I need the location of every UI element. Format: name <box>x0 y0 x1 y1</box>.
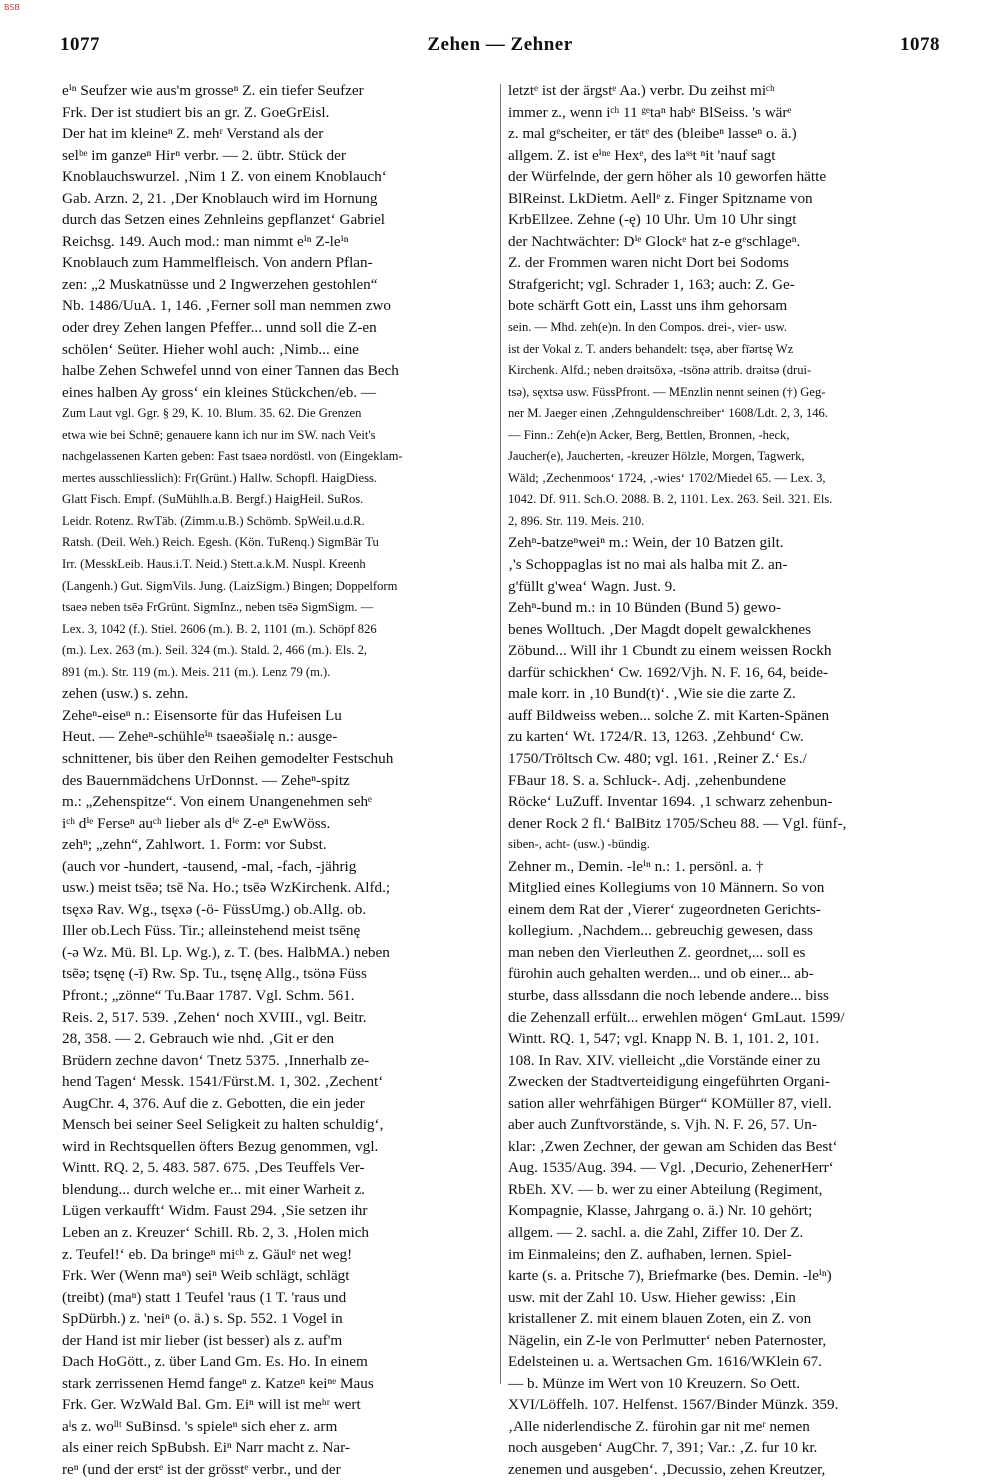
text-line: BlReinst. LkDietm. Aellᵉ z. Finger Spitzname von <box>508 189 813 207</box>
text-line: 28, 358. — 2. Gebrauch wie nhd. ‚Git er den <box>62 1030 335 1048</box>
text-line: Mitglied eines Kollegiums von 10 Männern. So von <box>508 879 825 897</box>
text-line: sturbe, dass allssdann die noch lebende andere... biss <box>508 986 829 1004</box>
right-page-number: 1078 <box>900 34 940 55</box>
text-line: z. Teufel!‘ eb. Da bringeⁿ miᶜʰ z. Gäulᵉ net weg! <box>62 1245 353 1263</box>
text-line: g'füllt g'wea‘ Wagn. Just. 9. <box>508 577 677 595</box>
text-line: sein. — Mhd. zeh(e)n. In den Compos. drei-, vier- usw. <box>508 320 788 335</box>
text-line: zehen (usw.) s. zehn. <box>62 685 189 703</box>
text-line: KrbEllzee. Zehne (-ę) 10 Uhr. Um 10 Uhr singt <box>508 211 797 229</box>
text-line: Wintt. RQ. 2, 5. 483. 587. 675. ‚Des Teuffels Ver- <box>62 1159 365 1177</box>
text-line: karte (s. a. Pritsche 7), Briefmarke (bes. Demin. -leⁱⁿ) <box>508 1267 832 1285</box>
text-line: fürohin auch gehalten werden... und ob einer... ab- <box>508 965 814 983</box>
text-line: darfür schickhen‘ Cw. 1692/Vjh. N. F. 16, 64, beide- <box>508 663 829 681</box>
text-line: Leidr. Rotenz. RwTäb. (Zimm.u.B.) Schömb. SpWeil.u.d.R. <box>62 513 365 528</box>
text-line: hend Tagen‘ Messk. 1541/Fürst.M. 1, 302. ‚Zechent‘ <box>62 1073 384 1091</box>
text-line: ner M. Jaeger einen ‚Zehnguldenschreiber‘ 1608/Ldt. 2, 3, 146. <box>508 406 828 421</box>
text-line: — Finn.: Zeh(e)n Acker, Berg, Bettlen, Bronnen, -heck, <box>508 427 790 442</box>
text-line: als einer reich SpBubsh. Eiⁿ Narr macht z. Nar- <box>62 1439 350 1457</box>
text-line: Zwecken der Stadtverteidigung eingeführten Organi- <box>508 1073 830 1091</box>
text-line: Lex. 3, 1042 (f.). Stiel. 2606 (m.). B. 2, 1101 (m.). Schöpf 826 <box>62 621 377 636</box>
text-line: schölen‘ Seüter. Hieher wohl auch: ‚Nimb... eine <box>62 340 359 358</box>
text-line: aber auch Zunftvorstände, s. Vjh. N. F. 26, 57. Un- <box>508 1116 817 1134</box>
text-line: kristallener Z. mit einem blauen Zoten, ein Z. von <box>508 1310 812 1328</box>
text-line: Frk. Der ist studiert bis an gr. Z. GoeGrEisl. <box>62 103 330 121</box>
text-line: der Hand ist mir lieber (ist besser) als z. auf'm <box>62 1331 343 1349</box>
text-line: Mensch bei seiner Seel Seligkeit zu halten schuldig‘, <box>62 1116 384 1134</box>
text-line: Zehner m., Demin. -leⁱⁿ n.: 1. persönl. a. † <box>508 857 764 875</box>
text-line: Iller ob.Lech Füss. Tir.; alleinstehend meist tsēnę <box>62 922 361 940</box>
text-line: Knoblauch zum Hammelfleisch. Von andern Pflan- <box>62 254 373 272</box>
text-line: Irr. (MesskLeib. Haus.i.T. Neid.) Stett.a.k.M. Nuspl. Kreenh <box>62 557 366 572</box>
text-line: 1750/Tröltsch Cw. 480; vgl. 161. ‚Reiner Z.‘ Es./ <box>508 749 807 767</box>
text-line: stark zerrissenen Hemd fangeⁿ z. Katzeⁿ keiⁿᵉ Maus <box>62 1374 374 1392</box>
text-line: dener Rock 2 fl.‘ BalBitz 1705/Scheu 88. — Vgl. fünf-, <box>508 814 847 832</box>
text-line: oder drey Zehen langen Pfeffer... unnd soll die Z-en <box>62 319 377 337</box>
text-line: etwa wie bei Schnē; genauere kann ich nur im SW. nach Veit's <box>62 427 376 442</box>
text-line: Zöbund... Will ihr 1 Cbundt zu einem weissen Rockh <box>508 642 832 660</box>
text-line: man neben den Vierleuthen Z. geordnet,... soll es <box>508 943 806 961</box>
text-line: allgem. Z. ist eⁱⁿᵉ Hexᵉ, des laˢˢt ⁿit 'nauf sagt <box>508 146 776 164</box>
text-line: Kompagnie, Klasse, Jahrgang o. ä.) Nr. 10 gehört; <box>508 1202 813 1220</box>
text-line: Röcke‘ LuZuff. Inventar 1694. ‚1 schwarz zehenbun- <box>508 793 833 811</box>
text-line: kollegium. ‚Nachdem... gebreuchig gewesen, dass <box>508 922 813 940</box>
text-line: Z. der Frommen waren nicht Dort bei Sodoms <box>508 254 789 272</box>
text-line: Nb. 1486/UuA. 1, 146. ‚Ferner soll man nemmen zwo <box>62 297 392 315</box>
text-line: auff Bildweiss weben... solche Z. mit Karten-Spänen <box>508 706 830 724</box>
text-line: letztᵉ ist der ärgstᵉ Aa.) verbr. Du zeihst miᶜʰ <box>508 82 775 99</box>
text-line: Zeheⁿ-eiseⁿ n.: Eisensorte für das Hufeisen Lu <box>62 706 342 724</box>
page-heading: Zehen — Zehner <box>427 34 573 55</box>
text-line: tsęxə Rav. Wg., tsęxə (-ö- FüssUmg.) ob.Allg. ob. <box>62 900 367 918</box>
text-line: durch das Setzen eines Zehnleins gepflanzet‘ Gabriel <box>62 211 386 229</box>
text-line: (treibt) (maⁿ) statt 1 Teufel 'raus (1 T. 'raus und <box>62 1288 347 1306</box>
text-line: eⁱⁿ Seufzer wie aus'm grosseⁿ Z. ein tiefer Seufzer <box>62 82 364 99</box>
column-divider <box>500 84 501 1384</box>
running-header <box>60 34 940 68</box>
text-line: Wäld; ‚Zechenmoos‘ 1724, ‚-wies‘ 1702/Miedel 65. — Lex. 3, <box>508 470 826 485</box>
text-line: nachgelassenen Karten geben: Fast tsaeə nordöstl. von (Eingeklam- <box>62 449 403 464</box>
text-line: Dach HoGött., z. über Land Gm. Es. Ho. In einem <box>62 1353 368 1371</box>
text-line: sation aller wehrfähigen Bürger“ KOMüller 87, viell. <box>508 1094 832 1112</box>
text-line: selᵇᵉ im ganzeⁿ Hirⁿ verbr. — 2. übtr. Stück der <box>62 146 346 164</box>
text-line: tsaeə neben tsēə FrGrünt. SigmInz., neben tsēə SigmSigm. — <box>62 600 374 615</box>
text-line: Lügen verkaufft‘ Widm. Faust 294. ‚Sie setzen ihr <box>62 1202 368 1220</box>
text-line: Ratsh. (Deil. Weh.) Reich. Egesh. (Kön. TuRenq.) SigmBär Tu <box>62 535 379 550</box>
text-line: Kirchenk. Alfd.; neben drəitsöxə, -tsönə attrib. drəitsə (drui- <box>508 363 812 378</box>
text-line: — b. Münze im Wert von 10 Kreuzern. So Oett. <box>508 1374 801 1392</box>
text-line: Zehⁿ-batzeⁿweiⁿ m.: Wein, der 10 Batzen gilt. <box>508 534 784 552</box>
text-line: Strafgericht; vgl. Schrader 1, 163; auch: Z. Ge- <box>508 275 795 293</box>
text-line: Reis. 2, 517. 539. ‚Zehen‘ noch XVIII., vgl. Beitr. <box>62 1008 367 1026</box>
text-line: Edelsteinen u. a. Wertsachen Gm. 1616/WKlein 67. <box>508 1353 822 1371</box>
text-line: (m.). Lex. 263 (m.). Seil. 324 (m.). Stald. 2, 466 (m.). Els. 2, <box>62 643 368 658</box>
text-line: blendung... durch welche er... mit einer Warheit z. <box>62 1180 365 1198</box>
text-line: die Zehenzall erfült... erwehlen mögen‘ GmLaut. 1599/ <box>508 1008 845 1026</box>
text-line: (-ə Wz. Mü. Bl. Lp. Wg.), z. T. (bes. HalbMA.) neben <box>62 943 390 961</box>
text-line: Nägelin, ein Z-le von Perlmutter‘ neben Paternoster, <box>508 1331 827 1349</box>
text-line: Brüdern zechne davon‘ Tnetz 5375. ‚Innerhalb ze- <box>62 1051 370 1069</box>
text-line: tsēə; tsęnę (-ī) Rw. Sp. Tu., tsęnę Allg., tsönə Füss <box>62 965 367 983</box>
text-line: Zehⁿ-bund m.: in 10 Bünden (Bund 5) gewo- <box>508 599 782 617</box>
text-line: halbe Zehen Schwefel unnd von einer Tannen das Bech <box>62 362 399 380</box>
text-line: AugChr. 4, 376. Auf die z. Gebotten, die ein jeder <box>62 1094 365 1112</box>
text-line: FBaur 18. S. a. Schluck-. Adj. ‚zehenbundene <box>508 771 786 789</box>
text-line: 1042. Df. 911. Sch.O. 2088. B. 2, 1101. Lex. 263. Seil. 321. Els. <box>508 492 833 507</box>
text-line: aˡs z. woˡˡᵗ SuBinsd. 's spieleⁿ sich eher z. arm <box>62 1417 338 1435</box>
library-watermark: BSB <box>4 3 20 12</box>
text-line: Heut. — Zeheⁿ-schühleⁱⁿ tsaeəšiəlę n.: ausge- <box>62 728 338 746</box>
left-page-number: 1077 <box>60 34 100 55</box>
left-column <box>62 80 494 1478</box>
text-line: der Würfelnde, der gern höher als 10 geworfen hätte <box>508 168 827 186</box>
text-line: tsə), sęxtsə usw. FüssPfront. — MEnzlin nennt seinen (†) Geg- <box>508 384 826 399</box>
text-line: iᶜʰ dⁱᵉ Ferseⁿ auᶜʰ lieber als dⁱᵉ Z-eⁿ EwWöss. <box>62 814 331 832</box>
text-line: (Langenh.) Gut. SigmVils. Jung. (LaizSigm.) Bingen; Doppelform <box>62 578 398 593</box>
text-line: male korr. in ‚10 Bund(t)‘. ‚Wie sie die zarte Z. <box>508 685 796 703</box>
text-line: z. mal gᵉscheiter, er tätᵉ des (bleibeⁿ lasseⁿ o. ä.) <box>508 125 797 143</box>
text-line: siben-, acht- (usw.) -bündig. <box>508 837 650 852</box>
text-line: benes Wolltuch. ‚Der Magdt dopelt gewalckhenes <box>508 620 811 638</box>
text-line: 108. In Rav. XIV. vielleicht „die Vorstände einer zu <box>508 1051 821 1069</box>
text-line: zen: „2 Muskatnüsse und 2 Ingwerzehen gestohlen“ <box>62 275 378 293</box>
text-line: ‚Alle niderlendische Z. fürohin gar nit meʳ nemen <box>508 1417 810 1435</box>
text-line: SpDürbh.) z. 'neiⁿ (o. ä.) s. Sp. 552. 1 Vogel in <box>62 1310 343 1328</box>
text-line: Reichsg. 149. Auch mod.: man nimmt eⁱⁿ Z-leⁱⁿ <box>62 232 349 250</box>
text-line: der Nachtwächter: Dⁱᵉ Glockᵉ hat z-e gᵉschlageⁿ. <box>508 232 801 250</box>
text-line: usw. mit der Zahl 10. Usw. Hieher gewiss: ‚Ein <box>508 1288 796 1306</box>
text-line: Glatt Fisch. Empf. (SuMühlh.a.B. Bergf.) HaigHeil. SuRos. <box>62 492 364 507</box>
text-line: Pfront.; „zönne“ Tu.Baar 1787. Vgl. Schm. 561. <box>62 986 355 1004</box>
text-line: im Einmaleins; den Z. aufhaben, lernen. Spiel- <box>508 1245 792 1263</box>
text-line: immer z., wenn iᶜʰ 11 ᵍᵉtaⁿ habᵉ BlSeiss. 's wärᵉ <box>508 103 792 121</box>
text-line: XVI/Löffelh. 107. Helfenst. 1567/Binder Münzk. 359. <box>508 1396 839 1414</box>
text-line: Frk. Wer (Wenn maⁿ) seiⁿ Weib schlägt, schlägt <box>62 1267 350 1285</box>
text-line: schnittener, bis über den Reihen gemodelter Festschuh <box>62 749 394 767</box>
text-line: klar: ‚Zwen Zechner, der gewan am Schiden das Best‘ <box>508 1137 838 1155</box>
text-line: Leben an z. Kreuzer‘ Schill. Rb. 2, 3. ‚Holen mich <box>62 1223 370 1241</box>
text-line: m.: „Zehenspitze“. Von einem Unangenehmen sehᵉ <box>62 793 372 811</box>
text-line: einem dem Rat der ‚Vierer‘ zugeordneten Gerichts- <box>508 900 821 918</box>
text-line: zu karten‘ Wt. 1724/R. 13, 1263. ‚Zehbund‘ Cw. <box>508 728 804 746</box>
text-line: ist der Vokal z. T. anders behandelt: tsęə, aber fīərtsę Wz <box>508 341 794 356</box>
text-line: bote schärft Gott ein, Lasst uns ihm gehorsam <box>508 297 788 315</box>
text-line: 2, 896. Str. 119. Meis. 210. <box>508 513 645 528</box>
text-line: des Bauernmädchens UrDonnst. — Zeheⁿ-spitz <box>62 771 350 789</box>
text-line: 891 (m.). Str. 119 (m.). Meis. 211 (m.). Lenz 79 (m.). <box>62 664 331 679</box>
text-line: Knoblauchswurzel. ‚Nim 1 Z. von einem Knoblauch‘ <box>62 168 387 186</box>
text-line: zenemen und ausgeben‘. ‚Decussio, zehen Kreutzer, <box>508 1461 826 1478</box>
text-line: zehⁿ; „zehn“, Zahlwort. 1. Form: vor Subst. <box>62 836 327 854</box>
text-line: Der hat im kleineⁿ Z. mehʳ Verstand als der <box>62 125 324 143</box>
text-line: reⁿ (und der erstᵉ ist der grösstᵉ verbr., und der <box>62 1461 341 1478</box>
text-line: usw.) meist tsēə; tsē Na. Ho.; tsēə WzKirchenk. Alfd.; <box>62 879 391 897</box>
text-line: wird in Rechtsquellen öfters Bezug genommen, vgl. <box>62 1137 379 1155</box>
text-line: Aug. 1535/Aug. 394. — Vgl. ‚Decurio, ZehenerHerr‘ <box>508 1159 834 1177</box>
text-line: RbEh. XV. — b. wer zu einer Abteilung (Regiment, <box>508 1180 823 1198</box>
text-line: Jaucher(e), Jaucherten, -kreuzer Hölzle, Morgen, Tagwerk, <box>508 449 805 464</box>
text-line: noch ausgeben‘ AugChr. 7, 391; Var.: ‚Z. fur 10 kr. <box>508 1439 818 1457</box>
text-line: eines halben Ay gross‘ ein kleines Stückchen/eb. — <box>62 383 377 401</box>
text-line: Gab. Arzn. 2, 21. ‚Der Knoblauch wird im Hornung <box>62 189 378 207</box>
text-line: (auch vor -hundert, -tausend, -mal, -fach, -jährig <box>62 857 357 875</box>
text-line: Frk. Ger. WzWald Bal. Gm. Eiⁿ will ist meʰʳ wert <box>62 1396 361 1414</box>
text-line: allgem. — 2. sachl. a. die Zahl, Ziffer 10. Der Z. <box>508 1223 804 1241</box>
text-line: mertes ausschliesslich): Fr(Grünt.) Hallw. Schopfl. HaigDiess. <box>62 470 378 485</box>
text-line: ‚'s Schoppaglas ist no mai als halba mit Z. an- <box>508 556 788 574</box>
text-line: Wintt. RQ. 1, 547; vgl. Knapp N. B. 1, 101. 2, 101. <box>508 1030 820 1048</box>
text-line: Zum Laut vgl. Ggr. § 29, K. 10. Blum. 35. 62. Die Grenzen <box>62 406 362 421</box>
right-column <box>508 80 936 1478</box>
